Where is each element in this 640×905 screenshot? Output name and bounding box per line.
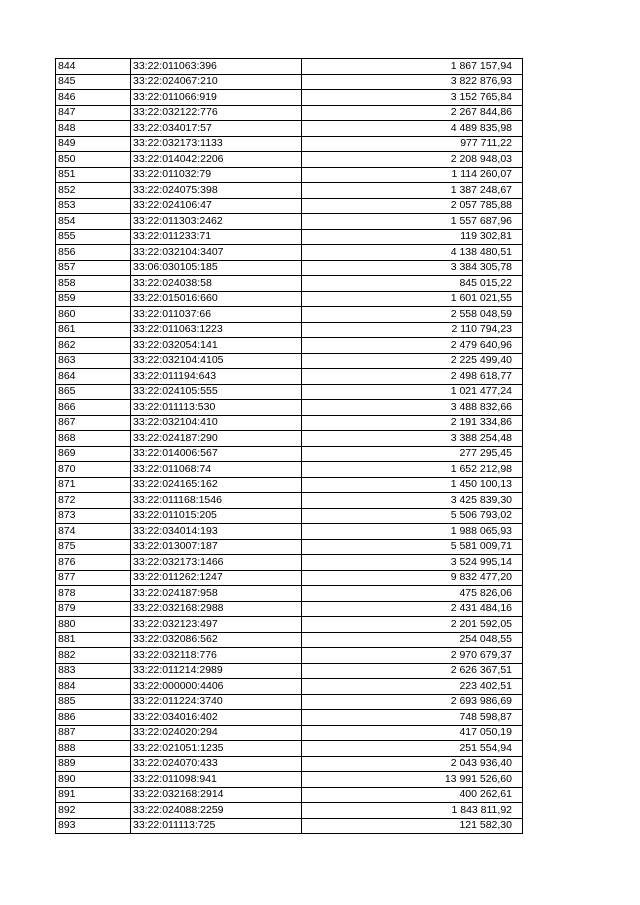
table-row (56, 167, 523, 183)
cadastral-value-cell: 3 822 876,93 (302, 74, 523, 90)
cadastral-value-cell: 417 050,19 (302, 725, 523, 741)
cadastral-value-cell: 977 711,22 (302, 136, 523, 152)
cadastral-value-table (55, 58, 523, 834)
table-row (56, 245, 523, 261)
cadastral-number-cell: 33:22:011098:941 (131, 772, 302, 788)
row-number-cell: 873 (56, 508, 131, 524)
cadastral-number-cell: 33:06:030105:185 (131, 260, 302, 276)
row-number-cell: 860 (56, 307, 131, 323)
row-number-cell: 880 (56, 617, 131, 633)
cadastral-value-cell: 13 991 526,60 (302, 772, 523, 788)
row-number-cell: 884 (56, 679, 131, 695)
row-number-cell: 874 (56, 524, 131, 540)
cadastral-value-cell: 2 431 484,16 (302, 601, 523, 617)
row-number-cell: 887 (56, 725, 131, 741)
cadastral-value-cell: 1 652 212,98 (302, 462, 523, 478)
cadastral-value-cell: 251 554,94 (302, 741, 523, 757)
cadastral-value-cell: 2 693 986,69 (302, 694, 523, 710)
cadastral-value-cell: 1 021 477,24 (302, 384, 523, 400)
table-row (56, 353, 523, 369)
row-number-cell: 856 (56, 245, 131, 261)
cadastral-value-cell: 2 267 844,86 (302, 105, 523, 121)
cadastral-number-cell: 33:22:013007:187 (131, 539, 302, 555)
table-row (56, 307, 523, 323)
cadastral-number-cell: 33:22:032122:776 (131, 105, 302, 121)
row-number-cell: 883 (56, 663, 131, 679)
cadastral-number-cell: 33:22:034014:193 (131, 524, 302, 540)
cadastral-number-cell: 33:22:024075:398 (131, 183, 302, 199)
row-number-cell: 865 (56, 384, 131, 400)
table-row (56, 493, 523, 509)
row-number-cell: 890 (56, 772, 131, 788)
cadastral-value-cell: 3 152 765,84 (302, 90, 523, 106)
table-row (56, 741, 523, 757)
row-number-cell: 862 (56, 338, 131, 354)
table-row (56, 431, 523, 447)
cadastral-value-cell: 475 826,06 (302, 586, 523, 602)
cadastral-number-cell: 33:22:034016:402 (131, 710, 302, 726)
cadastral-value-cell: 1 988 065,93 (302, 524, 523, 540)
cadastral-number-cell: 33:22:011032:79 (131, 167, 302, 183)
cadastral-number-cell: 33:22:032104:4105 (131, 353, 302, 369)
row-number-cell: 872 (56, 493, 131, 509)
row-number-cell: 867 (56, 415, 131, 431)
row-number-cell: 854 (56, 214, 131, 230)
row-number-cell: 858 (56, 276, 131, 292)
table-row (56, 756, 523, 772)
table-row (56, 198, 523, 214)
row-number-cell: 891 (56, 787, 131, 803)
table-row (56, 462, 523, 478)
row-number-cell: 882 (56, 648, 131, 664)
table-row (56, 508, 523, 524)
table-body (56, 59, 523, 834)
row-number-cell: 855 (56, 229, 131, 245)
cadastral-number-cell: 33:22:011224:3740 (131, 694, 302, 710)
row-number-cell: 851 (56, 167, 131, 183)
row-number-cell: 845 (56, 74, 131, 90)
row-number-cell: 878 (56, 586, 131, 602)
row-number-cell: 857 (56, 260, 131, 276)
table-row (56, 694, 523, 710)
cadastral-number-cell: 33:22:014042:2206 (131, 152, 302, 168)
row-number-cell: 893 (56, 818, 131, 834)
cadastral-number-cell: 33:22:011262:1247 (131, 570, 302, 586)
row-number-cell: 849 (56, 136, 131, 152)
table-row (56, 214, 523, 230)
cadastral-value-cell: 1 843 811,92 (302, 803, 523, 819)
row-number-cell: 848 (56, 121, 131, 137)
cadastral-value-cell: 254 048,55 (302, 632, 523, 648)
cadastral-value-cell: 277 295,45 (302, 446, 523, 462)
cadastral-value-cell: 1 387 248,67 (302, 183, 523, 199)
cadastral-number-cell: 33:22:011194:643 (131, 369, 302, 385)
cadastral-value-cell: 3 425 839,30 (302, 493, 523, 509)
table-row (56, 121, 523, 137)
table-row (56, 803, 523, 819)
cadastral-value-cell: 121 582,30 (302, 818, 523, 834)
cadastral-value-cell: 4 138 480,51 (302, 245, 523, 261)
cadastral-value-cell: 4 489 835,98 (302, 121, 523, 137)
cadastral-value-cell: 2 191 334,86 (302, 415, 523, 431)
cadastral-value-cell: 2 208 948,03 (302, 152, 523, 168)
table-row (56, 152, 523, 168)
cadastral-number-cell: 33:22:032173:1133 (131, 136, 302, 152)
table-row (56, 617, 523, 633)
table-row (56, 384, 523, 400)
row-number-cell: 870 (56, 462, 131, 478)
row-number-cell: 844 (56, 59, 131, 75)
cadastral-value-cell: 845 015,22 (302, 276, 523, 292)
cadastral-number-cell: 33:22:032123:497 (131, 617, 302, 633)
table-row (56, 369, 523, 385)
cadastral-number-cell: 33:22:011113:725 (131, 818, 302, 834)
table-row (56, 183, 523, 199)
cadastral-number-cell: 33:22:032173:1466 (131, 555, 302, 571)
cadastral-value-cell: 2 225 499,40 (302, 353, 523, 369)
cadastral-number-cell: 33:22:014006:567 (131, 446, 302, 462)
cadastral-value-cell: 3 388 254,48 (302, 431, 523, 447)
cadastral-number-cell: 33:22:032118:776 (131, 648, 302, 664)
row-number-cell: 879 (56, 601, 131, 617)
cadastral-number-cell: 33:22:011037:66 (131, 307, 302, 323)
cadastral-value-cell: 2 498 618,77 (302, 369, 523, 385)
row-number-cell: 864 (56, 369, 131, 385)
table-row (56, 818, 523, 834)
table-row (56, 136, 523, 152)
table-row (56, 632, 523, 648)
table-row (56, 400, 523, 416)
cadastral-value-cell: 3 384 305,78 (302, 260, 523, 276)
row-number-cell: 852 (56, 183, 131, 199)
cadastral-number-cell: 33:22:032086:562 (131, 632, 302, 648)
cadastral-number-cell: 33:22:024165:162 (131, 477, 302, 493)
row-number-cell: 875 (56, 539, 131, 555)
row-number-cell: 881 (56, 632, 131, 648)
cadastral-number-cell: 33:22:024070:433 (131, 756, 302, 772)
table-row (56, 539, 523, 555)
row-number-cell: 877 (56, 570, 131, 586)
row-number-cell: 853 (56, 198, 131, 214)
cadastral-value-cell: 2 970 679,37 (302, 648, 523, 664)
table-row (56, 710, 523, 726)
cadastral-number-cell: 33:22:024020:294 (131, 725, 302, 741)
table-row (56, 648, 523, 664)
cadastral-value-cell: 5 506 793,02 (302, 508, 523, 524)
cadastral-value-cell: 1 867 157,94 (302, 59, 523, 75)
cadastral-value-cell: 2 201 592,05 (302, 617, 523, 633)
cadastral-value-cell: 1 557 687,96 (302, 214, 523, 230)
row-number-cell: 889 (56, 756, 131, 772)
cadastral-number-cell: 33:22:032168:2914 (131, 787, 302, 803)
table-row (56, 477, 523, 493)
row-number-cell: 892 (56, 803, 131, 819)
table-row (56, 338, 523, 354)
table-row (56, 260, 523, 276)
row-number-cell: 847 (56, 105, 131, 121)
cadastral-value-cell: 2 110 794,23 (302, 322, 523, 338)
row-number-cell: 871 (56, 477, 131, 493)
table-row (56, 291, 523, 307)
table-row (56, 555, 523, 571)
cadastral-number-cell: 33:22:024067:210 (131, 74, 302, 90)
cadastral-number-cell: 33:22:011113:530 (131, 400, 302, 416)
row-number-cell: 886 (56, 710, 131, 726)
table-row (56, 663, 523, 679)
row-number-cell: 866 (56, 400, 131, 416)
row-number-cell: 863 (56, 353, 131, 369)
table-row (56, 586, 523, 602)
cadastral-value-cell: 223 402,51 (302, 679, 523, 695)
table-row (56, 322, 523, 338)
table-row (56, 105, 523, 121)
row-number-cell: 885 (56, 694, 131, 710)
cadastral-number-cell: 33:22:021051:1235 (131, 741, 302, 757)
cadastral-number-cell: 33:22:011233:71 (131, 229, 302, 245)
cadastral-value-cell: 2 558 048,59 (302, 307, 523, 323)
table-row (56, 679, 523, 695)
cadastral-number-cell: 33:22:011063:396 (131, 59, 302, 75)
cadastral-value-cell: 3 524 995,14 (302, 555, 523, 571)
cadastral-number-cell: 33:22:024088:2259 (131, 803, 302, 819)
row-number-cell: 859 (56, 291, 131, 307)
cadastral-value-cell: 400 262,61 (302, 787, 523, 803)
table-row (56, 59, 523, 75)
cadastral-value-cell: 5 581 009,71 (302, 539, 523, 555)
document-page (55, 58, 523, 834)
table-row (56, 415, 523, 431)
cadastral-number-cell: 33:22:011063:1223 (131, 322, 302, 338)
row-number-cell: 850 (56, 152, 131, 168)
row-number-cell: 868 (56, 431, 131, 447)
cadastral-value-cell: 1 450 100,13 (302, 477, 523, 493)
cadastral-number-cell: 33:22:011168:1546 (131, 493, 302, 509)
cadastral-number-cell: 33:22:032054:141 (131, 338, 302, 354)
cadastral-value-cell: 2 479 640,96 (302, 338, 523, 354)
cadastral-number-cell: 33:22:024106:47 (131, 198, 302, 214)
row-number-cell: 846 (56, 90, 131, 106)
cadastral-number-cell: 33:22:000000:4406 (131, 679, 302, 695)
cadastral-value-cell: 9 832 477,20 (302, 570, 523, 586)
cadastral-number-cell: 33:22:024038:58 (131, 276, 302, 292)
table-row (56, 276, 523, 292)
cadastral-number-cell: 33:22:024187:290 (131, 431, 302, 447)
cadastral-value-cell: 2 626 367,51 (302, 663, 523, 679)
cadastral-number-cell: 33:22:011303:2462 (131, 214, 302, 230)
cadastral-number-cell: 33:22:011066:919 (131, 90, 302, 106)
row-number-cell: 876 (56, 555, 131, 571)
table-row (56, 787, 523, 803)
cadastral-value-cell: 748 598,87 (302, 710, 523, 726)
table-row (56, 772, 523, 788)
cadastral-number-cell: 33:22:032104:3407 (131, 245, 302, 261)
table-row (56, 524, 523, 540)
row-number-cell: 861 (56, 322, 131, 338)
cadastral-number-cell: 33:22:011068:74 (131, 462, 302, 478)
table-row (56, 601, 523, 617)
table-row (56, 446, 523, 462)
cadastral-number-cell: 33:22:024105:555 (131, 384, 302, 400)
cadastral-value-cell: 1 114 260,07 (302, 167, 523, 183)
row-number-cell: 888 (56, 741, 131, 757)
table-row (56, 229, 523, 245)
cadastral-value-cell: 1 601 021,55 (302, 291, 523, 307)
cadastral-number-cell: 33:22:011214:2989 (131, 663, 302, 679)
cadastral-value-cell: 119 302,81 (302, 229, 523, 245)
cadastral-value-cell: 2 043 936,40 (302, 756, 523, 772)
cadastral-number-cell: 33:22:032168:2988 (131, 601, 302, 617)
cadastral-number-cell: 33:22:015016:660 (131, 291, 302, 307)
table-row (56, 90, 523, 106)
table-row (56, 725, 523, 741)
cadastral-value-cell: 2 057 785,88 (302, 198, 523, 214)
cadastral-value-cell: 3 488 832,66 (302, 400, 523, 416)
row-number-cell: 869 (56, 446, 131, 462)
cadastral-number-cell: 33:22:034017:57 (131, 121, 302, 137)
cadastral-number-cell: 33:22:024187:958 (131, 586, 302, 602)
table-row (56, 74, 523, 90)
cadastral-number-cell: 33:22:032104:410 (131, 415, 302, 431)
cadastral-number-cell: 33:22:011015:205 (131, 508, 302, 524)
table-row (56, 570, 523, 586)
